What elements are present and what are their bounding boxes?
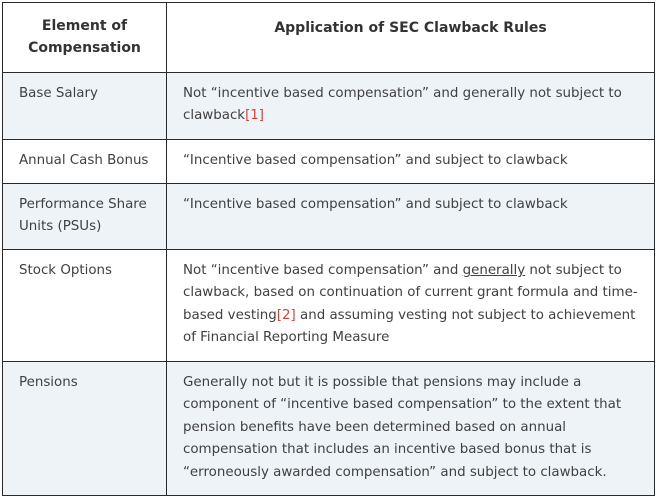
- cell-application: [167, 250, 655, 362]
- cell-element: Base Salary: [3, 73, 167, 140]
- cell-application-text: “Incentive based compensation” and subject to clawback: [183, 153, 568, 168]
- underlined-word: generally: [462, 263, 526, 278]
- cell-application-text-c: and assuming vesting not subject to achievement of Financial Reporting Measure: [183, 307, 636, 346]
- cell-element: Annual Cash Bonus: [3, 140, 167, 184]
- cell-application: [167, 362, 655, 496]
- cell-application-text-b: not subject to clawback, based on continuation of current grant formula and time-based vesting: [183, 263, 638, 323]
- footnote-link-1[interactable]: [1]: [245, 108, 265, 124]
- cell-application-text: Generally not but it is possible that pensions may include a component of “incentive based compensation” to the extent that pension benefits have been determined based on annual compensation that includes an incentive based bonus that is “erroneously awarded compensation” and subject to clawback.: [183, 375, 622, 480]
- header-element-of-compensation: Element of Compensation: [3, 3, 167, 73]
- cell-application: [167, 73, 655, 140]
- cell-application-text: Not “incentive based compensation” and generally not subject to clawback: [183, 86, 622, 124]
- footnote-link-2[interactable]: [2]: [276, 307, 296, 323]
- cell-application: [167, 184, 655, 250]
- cell-application: [167, 140, 655, 184]
- table-row-pensions: [3, 362, 655, 496]
- clawback-table-container: [2, 2, 654, 495]
- cell-element: Performance Share Units (PSUs): [3, 184, 167, 250]
- cell-application-text-a: Not “incentive based compensation” and: [183, 263, 463, 278]
- table-row-stock-options: [3, 250, 655, 362]
- table-header-row: [3, 3, 655, 73]
- cell-element: Stock Options: [3, 250, 167, 362]
- table-row-psus: [3, 184, 655, 250]
- table-row-annual-cash-bonus: [3, 140, 655, 184]
- table-row-base-salary: [3, 73, 655, 140]
- cell-application-text: “Incentive based compensation” and subject to clawback: [183, 197, 568, 212]
- cell-element: Pensions: [3, 362, 167, 496]
- header-application-of-sec-clawback-rules: Application of SEC Clawback Rules: [167, 3, 655, 73]
- clawback-rules-table: [2, 2, 655, 496]
